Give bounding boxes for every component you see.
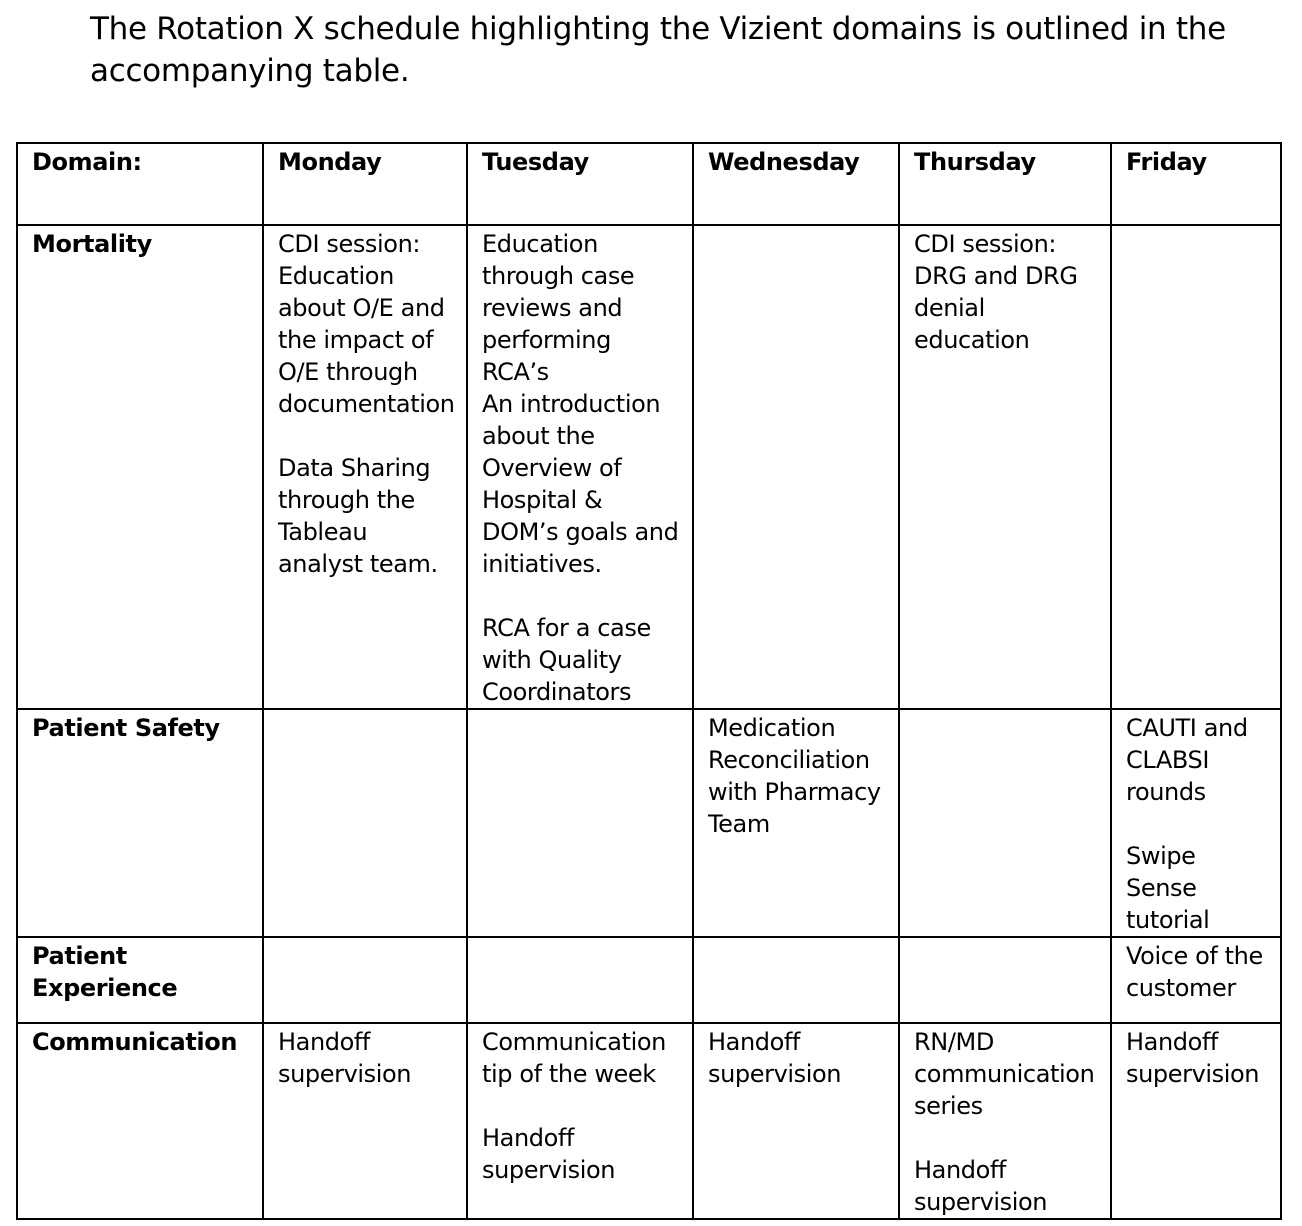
cell-text: Medication Reconciliation with Pharmacy Team: [708, 714, 881, 838]
cell-thursday: [899, 709, 1111, 937]
cell-wednesday: [693, 225, 899, 709]
cell-text: Handoff supervision: [278, 1028, 412, 1088]
table-row-mortality: [17, 225, 1281, 709]
cell-thursday: [899, 937, 1111, 1023]
cell-text: CDI session: Education about O/E and the impact of O/E through documentation Data Sharing through the Tableau analyst team.: [278, 230, 455, 578]
rotation-schedule-table: [16, 142, 1282, 1220]
cell-monday: [263, 1023, 467, 1219]
cell-wednesday: [693, 1023, 899, 1219]
header-friday: Friday: [1111, 143, 1281, 225]
table-header-row: [17, 143, 1281, 225]
cell-thursday: [899, 225, 1111, 709]
cell-tuesday: [467, 937, 693, 1023]
cell-friday: [1111, 937, 1281, 1023]
cell-friday: [1111, 1023, 1281, 1219]
cell-friday: [1111, 709, 1281, 937]
table-row-patient-safety: [17, 709, 1281, 937]
domain-cell: Communication: [17, 1023, 263, 1219]
domain-cell: Patient Safety: [17, 709, 263, 937]
cell-wednesday: [693, 709, 899, 937]
header-tuesday: Tuesday: [467, 143, 693, 225]
cell-text: Voice of the customer: [1126, 942, 1263, 1002]
cell-tuesday: [467, 709, 693, 937]
header-monday: Monday: [263, 143, 467, 225]
header-domain: Domain:: [17, 143, 263, 225]
cell-tuesday: [467, 225, 693, 709]
header-thursday: Thursday: [899, 143, 1111, 225]
domain-cell: Mortality: [17, 225, 263, 709]
cell-text: Handoff supervision: [1126, 1028, 1260, 1088]
cell-text: RN/MD communication series Handoff supervision: [914, 1028, 1095, 1216]
cell-monday: [263, 225, 467, 709]
cell-thursday: [899, 1023, 1111, 1219]
cell-text: CAUTI and CLABSI rounds Swipe Sense tutorial: [1126, 714, 1248, 934]
intro-paragraph: The Rotation X schedule highlighting the Vizient domains is outlined in the accompanying table.: [90, 11, 1226, 89]
table-row-patient-experience: [17, 937, 1281, 1023]
domain-cell: Patient Experience: [17, 937, 263, 1023]
cell-monday: [263, 709, 467, 937]
cell-tuesday: [467, 1023, 693, 1219]
cell-text: Education through case reviews and performing RCA’s An introduction about the Overview of Hospital & DOM’s goals and initiatives. RCA for a case with Quality Coordinators: [482, 230, 679, 706]
header-wednesday: Wednesday: [693, 143, 899, 225]
cell-wednesday: [693, 937, 899, 1023]
cell-text: Handoff supervision: [708, 1028, 842, 1088]
cell-friday: [1111, 225, 1281, 709]
cell-text: Communication tip of the week Handoff supervision: [482, 1028, 666, 1184]
table-row-communication: [17, 1023, 1281, 1219]
cell-monday: [263, 937, 467, 1023]
cell-text: CDI session: DRG and DRG denial education: [914, 230, 1078, 354]
